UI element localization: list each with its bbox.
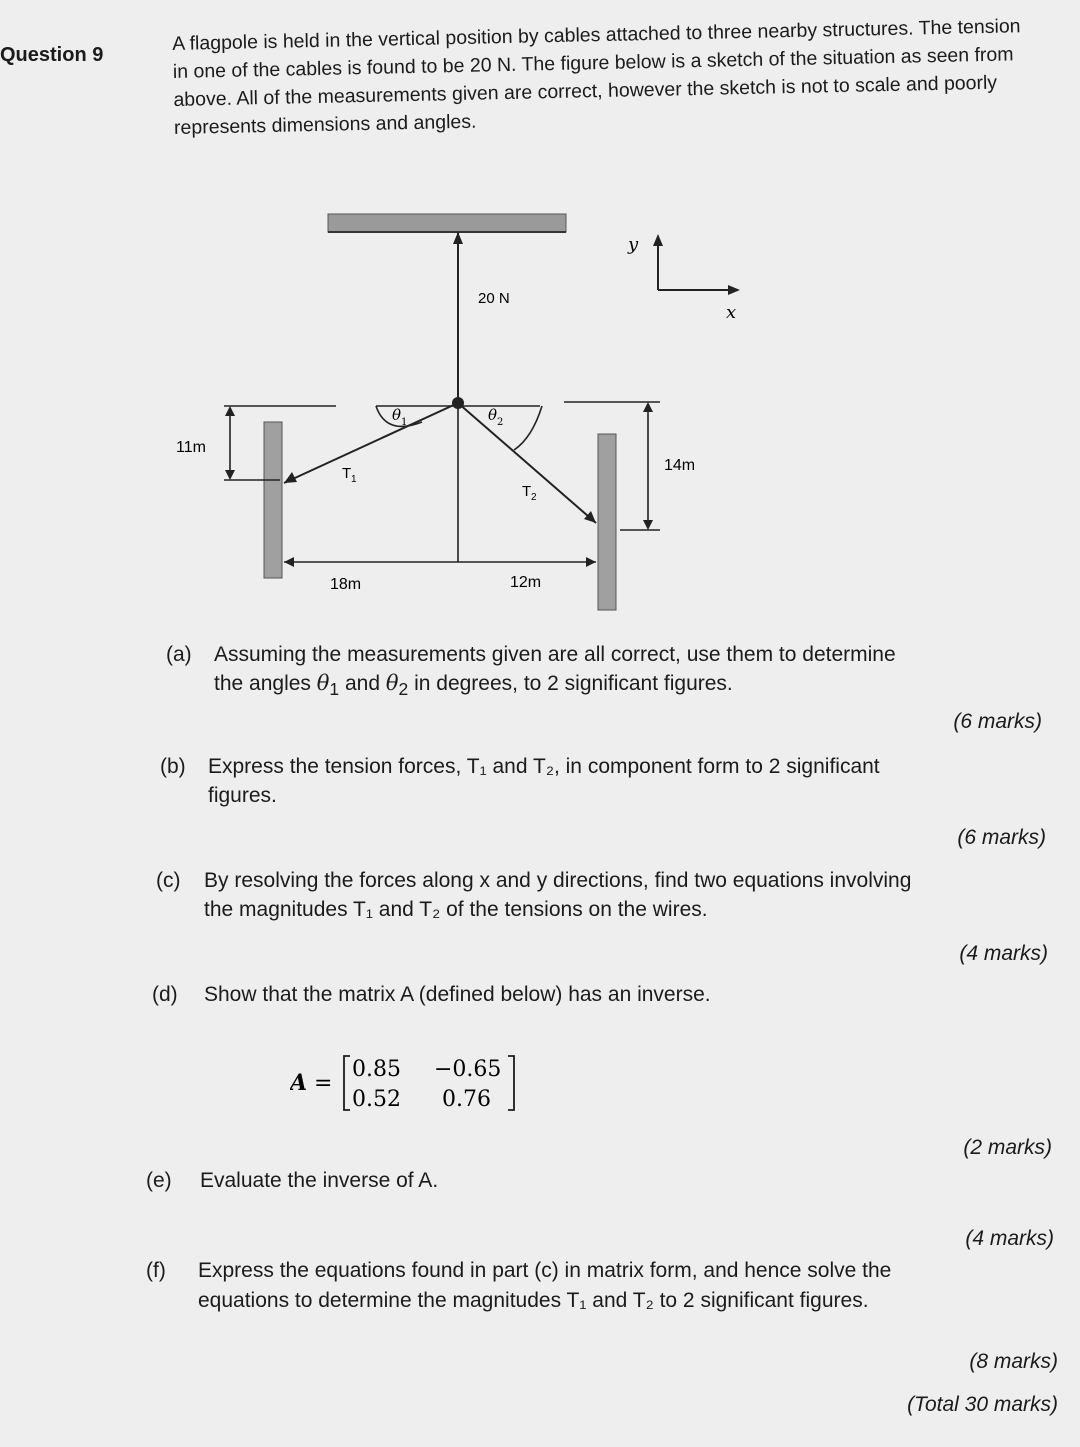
part-e-marks: (4 marks)	[965, 1227, 1054, 1250]
part-a-line2: the angles $\theta_1$ and $\theta_2$ in degrees, to 2 significant figures.	[214, 671, 733, 700]
part-f	[146, 1256, 1046, 1318]
cable-t2	[458, 403, 596, 523]
part-c	[156, 866, 1036, 926]
matrix-eq: =	[314, 1071, 333, 1096]
matrix-a21: 0.52	[352, 1087, 401, 1112]
matrix-a12: −0.65	[434, 1057, 502, 1082]
part-b-line1: Express the tension forces, T₁ and T₂, in component form to 2 significant	[208, 755, 880, 778]
flagpole-figure	[160, 200, 800, 620]
theta2-label: θ	[488, 406, 498, 424]
flagpole-dot	[452, 397, 464, 409]
part-e-label: (e)	[146, 1169, 172, 1192]
part-f-line2: equations to determine the magnitudes T₁ and T₂ to 2 significant figures.	[198, 1289, 869, 1312]
theta1-sub: 1	[401, 417, 408, 428]
matrix-a11: 0.85	[352, 1057, 401, 1082]
question-label: Question 9	[0, 44, 104, 66]
part-b-line2: figures.	[208, 784, 277, 807]
part-e-line1: Evaluate the inverse of A.	[200, 1169, 439, 1192]
matrix-a	[290, 1048, 530, 1124]
total-marks: (Total 30 marks)	[907, 1393, 1058, 1416]
part-b	[160, 752, 1030, 812]
part-f-marks: (8 marks)	[969, 1350, 1058, 1373]
t2-sub: 2	[531, 492, 537, 503]
part-a-line1: Assuming the measurements given are all correct, use them to determine	[214, 643, 896, 666]
part-c-line1: By resolving the forces along x and y directions, find two equations involving	[204, 869, 912, 892]
part-d-line1: Show that the matrix A (defined below) has an inverse.	[204, 983, 711, 1006]
matrix-a-svg	[290, 1048, 530, 1118]
dim-12m: 12m	[510, 574, 542, 591]
dim-11m: 11m	[176, 439, 206, 456]
part-e	[146, 1166, 1006, 1198]
t2-label: T	[522, 483, 532, 500]
cable-t1	[284, 403, 458, 483]
dim-18m: 18m	[330, 576, 362, 593]
axis-y-label: y	[628, 234, 639, 255]
part-b-label: (b)	[160, 755, 186, 778]
part-a-marks: (6 marks)	[953, 710, 1042, 733]
theta2-sub: 2	[497, 417, 504, 428]
matrix-a22: 0.76	[442, 1087, 491, 1112]
part-d	[152, 980, 1012, 1012]
dim-14m: 14m	[664, 457, 696, 474]
part-c-line2: the magnitudes T₁ and T₂ of the tensions on the wires.	[204, 898, 708, 921]
matrix-name: A	[290, 1070, 308, 1096]
part-d-marks: (2 marks)	[963, 1136, 1052, 1159]
axis-x-label: x	[726, 302, 737, 323]
part-b-marks: (6 marks)	[957, 826, 1046, 849]
part-d-label: (d)	[152, 983, 178, 1006]
t1-label: T	[342, 465, 352, 482]
right-wall	[598, 434, 616, 610]
part-c-marks: (4 marks)	[959, 942, 1048, 965]
question-intro: A flagpole is held in the vertical position by cables attached to three nearby structures. The tension in one of the cables is found to be 20 N. The figure below is a sketch of the situation as seen from above. All of the measurements given are correct, however the sketch is not to scale and poorly represents dimensions and angles.	[172, 15, 1021, 139]
part-f-label: (f)	[146, 1259, 166, 1282]
part-f-line1: Express the equations found in part (c) in matrix form, and hence solve the	[198, 1259, 892, 1282]
top-wall	[328, 214, 566, 232]
part-c-label: (c)	[156, 869, 181, 892]
part-a	[166, 640, 1026, 700]
theta1-label: θ	[392, 406, 402, 424]
part-a-label: (a)	[166, 643, 192, 666]
theta2-arc	[514, 406, 542, 450]
force-label: 20 N	[478, 290, 510, 307]
t1-sub: 1	[351, 474, 357, 485]
left-wall	[264, 422, 282, 578]
